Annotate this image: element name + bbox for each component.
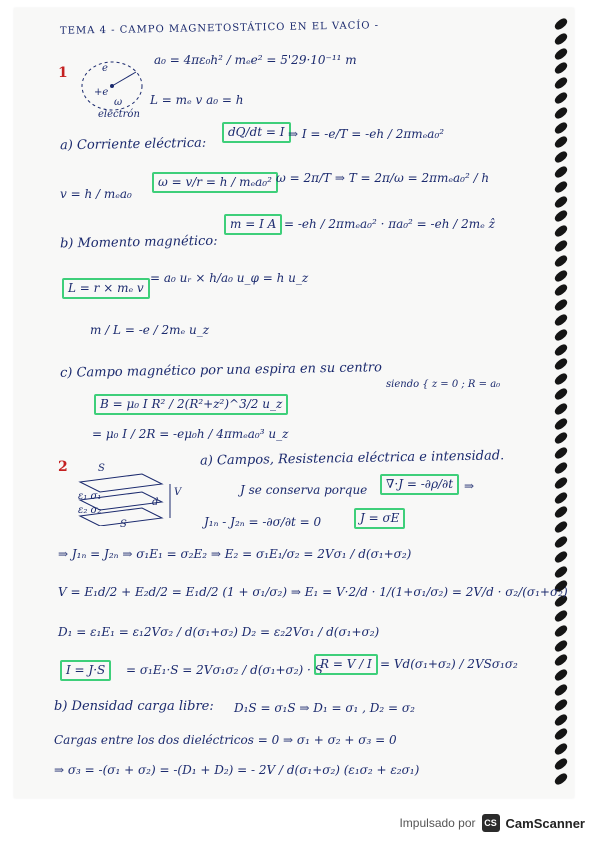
orbit-label-omega: ω bbox=[114, 97, 123, 108]
binding-ring bbox=[553, 638, 569, 653]
binding-ring bbox=[553, 402, 569, 417]
diagram-label-medium-1: ε₁ σ₁ bbox=[78, 491, 102, 502]
current-definition-box: dQ/dt = I bbox=[222, 122, 291, 143]
binding-ring bbox=[553, 298, 569, 313]
binding-ring bbox=[553, 490, 569, 505]
velocity-equation: v = h / mₑa₀ bbox=[60, 187, 132, 201]
p1-b-heading: b) Momento magnético: bbox=[59, 233, 218, 252]
binding-ring bbox=[553, 757, 569, 772]
camscanner-logo-icon: CS bbox=[482, 814, 500, 832]
binding-ring bbox=[553, 239, 569, 254]
binding-ring bbox=[553, 224, 569, 239]
binding-ring bbox=[553, 712, 569, 727]
binding-ring bbox=[553, 106, 569, 121]
spiral-binding bbox=[548, 12, 570, 792]
binding-ring bbox=[553, 120, 569, 135]
magnetic-moment-box: m = I A bbox=[224, 214, 282, 235]
normal-current-equation: J₁ₙ - J₂ₙ = -∂σ/∂t = 0 bbox=[204, 515, 322, 529]
diagram-label-d: d bbox=[152, 497, 159, 508]
binding-ring bbox=[553, 683, 569, 698]
field-e1-equation: V = E₁d/2 + E₂d/2 = E₁d/2 (1 + σ₁/σ₂) ⇒ E₁ = V·2/d · 1/(1+σ₁/σ₂) = 2V/d · σ₂/(σ₁+σ₂) bbox=[58, 585, 568, 599]
powered-by-label: Impulsado por bbox=[399, 816, 476, 830]
binding-ring bbox=[553, 194, 569, 209]
gyromagnetic-ratio-equation: m / L = -e / 2mₑ u_z bbox=[90, 323, 210, 337]
binding-ring bbox=[553, 135, 569, 150]
continuity-box: ∇·J = -∂ρ/∂t bbox=[380, 474, 459, 495]
diagram-label-s-top: S bbox=[98, 463, 105, 474]
binding-ring bbox=[553, 372, 569, 387]
binding-ring bbox=[553, 742, 569, 757]
diagram-label-s-bottom: S bbox=[120, 519, 127, 530]
binding-ring bbox=[553, 254, 569, 269]
binding-ring bbox=[553, 61, 569, 76]
current-equation: ⇒ I = -e/T = -eh / 2πmₑa₀² bbox=[288, 127, 445, 141]
binding-ring bbox=[553, 520, 569, 535]
binding-ring bbox=[553, 328, 569, 343]
continuity-arrow: ⇒ bbox=[464, 479, 475, 493]
binding-ring bbox=[553, 505, 569, 520]
binding-ring bbox=[553, 727, 569, 742]
binding-ring bbox=[553, 76, 569, 91]
binding-ring bbox=[553, 91, 569, 106]
angular-momentum-equation: L = mₑ v a₀ = h bbox=[150, 93, 244, 107]
binding-ring bbox=[553, 446, 569, 461]
binding-ring bbox=[553, 165, 569, 180]
interface-charge-statement: Cargas entre los dos dieléctricos = 0 ⇒ σ₁ + σ₂ + σ₃ = 0 bbox=[54, 733, 397, 747]
binding-ring bbox=[553, 209, 569, 224]
binding-ring bbox=[553, 283, 569, 298]
orbit-label-e: e bbox=[102, 63, 108, 74]
binding-ring bbox=[553, 535, 569, 550]
binding-ring bbox=[553, 609, 569, 624]
current-conservation-text: J se conserva porque bbox=[240, 483, 368, 497]
resistance-box: R = V / I bbox=[314, 654, 378, 675]
diagram-label-v: V bbox=[174, 487, 182, 498]
magnetic-moment-equation: = -eh / 2πmₑa₀² · πa₀² = -eh / 2mₑ ẑ bbox=[284, 217, 495, 231]
footer-watermark bbox=[399, 814, 585, 832]
binding-ring bbox=[553, 653, 569, 668]
binding-ring bbox=[553, 772, 569, 787]
ohm-law-box: J = σE bbox=[354, 508, 405, 529]
resistance-equation: = Vd(σ₁+σ₂) / 2VSσ₁σ₂ bbox=[380, 657, 518, 671]
field-e2-equation: ⇒ J₁ₙ = J₂ₙ ⇒ σ₁E₁ = σ₂E₂ ⇒ E₂ = σ₁E₁/σ₂ = 2Vσ₁ / d(σ₁+σ₂) bbox=[58, 547, 412, 561]
page-title: TEMA 4 - CAMPO MAGNETOSTÁTICO EN EL VACÍO - bbox=[59, 20, 380, 37]
binding-ring bbox=[553, 17, 569, 32]
p2-b-heading: b) Densidad carga libre: bbox=[54, 699, 214, 714]
binding-ring bbox=[553, 416, 569, 431]
orbit-label-nucleus: +e bbox=[94, 87, 109, 98]
p1-c-heading: c) Campo magnético por una espira en su centro bbox=[59, 360, 383, 381]
p2-a-heading: a) Campos, Resistencia eléctrica e intensidad. bbox=[199, 448, 505, 469]
binding-ring bbox=[553, 461, 569, 476]
p1-a-heading: a) Corriente eléctrica: bbox=[59, 135, 207, 154]
binding-ring bbox=[553, 357, 569, 372]
binding-ring bbox=[553, 150, 569, 165]
sigma3-equation: ⇒ σ₃ = -(σ₁ + σ₂) = -(D₁ + D₂) = - 2V / d(σ₁+σ₂) (ε₁σ₂ + ε₂σ₁) bbox=[54, 763, 420, 777]
bohr-radius-equation: a₀ = 4πε₀h² / mₑe² = 5'29·10⁻¹¹ m bbox=[154, 53, 357, 67]
loop-field-box: B = μ₀ I R² / 2(R²+z²)^3/2 u_z bbox=[94, 394, 288, 415]
siendo-conditions: siendo { z = 0 ; R = a₀ bbox=[386, 379, 501, 390]
orbit-label-electron: electrón bbox=[98, 109, 140, 120]
notebook-page bbox=[14, 8, 574, 798]
binding-ring bbox=[553, 698, 569, 713]
binding-ring bbox=[553, 268, 569, 283]
binding-ring bbox=[553, 476, 569, 491]
angular-velocity-box: ω = v/r = h / mₑa₀² bbox=[152, 172, 278, 193]
current-intensity-box: I = J·S bbox=[60, 660, 111, 681]
displacement-equations: D₁ = ε₁E₁ = ε₁2Vσ₂ / d(σ₁+σ₂) D₂ = ε₂2Vσ₁ / d(σ₁+σ₂) bbox=[58, 625, 380, 639]
angular-momentum-vector-equation: = a₀ uᵣ × h/a₀ u_φ = h u_z bbox=[150, 271, 309, 285]
current-intensity-equation: = σ₁E₁·S = 2Vσ₁σ₂ / d(σ₁+σ₂) · S bbox=[126, 663, 323, 677]
binding-ring bbox=[553, 431, 569, 446]
binding-ring bbox=[553, 313, 569, 328]
binding-ring bbox=[553, 564, 569, 579]
problem-1-number: 1 bbox=[58, 65, 68, 81]
loop-field-equation: = μ₀ I / 2R = -eμ₀h / 4πmₑa₀³ u_z bbox=[92, 427, 289, 441]
binding-ring bbox=[553, 624, 569, 639]
binding-ring bbox=[553, 550, 569, 565]
binding-ring bbox=[553, 46, 569, 61]
binding-ring bbox=[553, 32, 569, 47]
binding-ring bbox=[553, 387, 569, 402]
binding-ring bbox=[553, 668, 569, 683]
camscanner-brand: CamScanner bbox=[505, 815, 585, 831]
diagram-label-medium-2: ε₂ σ₂ bbox=[78, 505, 102, 516]
problem-2-number: 2 bbox=[58, 459, 68, 475]
binding-ring bbox=[553, 342, 569, 357]
free-charge-equation: D₁S = σ₁S ⇒ D₁ = σ₁ , D₂ = σ₂ bbox=[234, 701, 415, 715]
binding-ring bbox=[553, 180, 569, 195]
angular-momentum-box: L = r × mₑ v bbox=[62, 278, 150, 299]
period-equation: ω = 2π/T ⇒ T = 2π/ω = 2πmₑa₀² / h bbox=[276, 171, 490, 185]
